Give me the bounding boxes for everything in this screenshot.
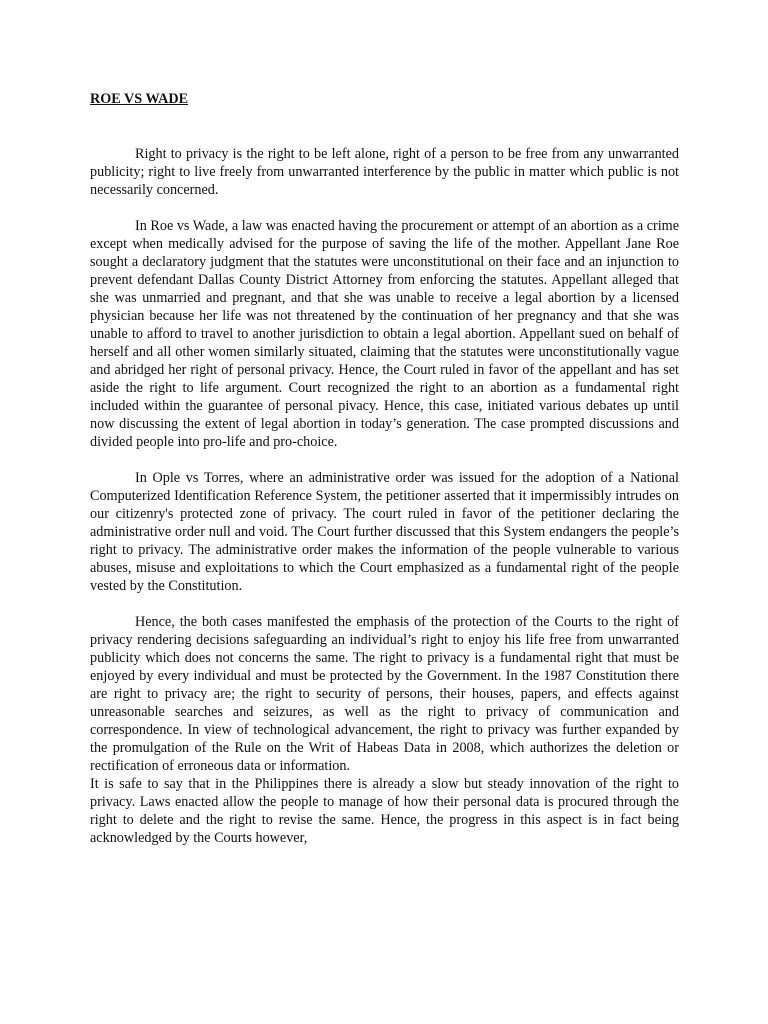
paragraph-philippines-progress: It is safe to say that in the Philippines there is already a slow but steady innovation of the right to privacy. Laws enacted allow the people to manage of how their personal data is procured through the right to delete and the right to revise the same. Hence, the progress in this aspect is in fact being acknowledged by the Courts however, (90, 776, 679, 846)
paragraph-both-cases: Hence, the both cases manifested the emphasis of the protection of the Courts to the right of privacy rendering decisions safeguarding an individual’s right to enjoy his life free from unwarranted publicity which does not concerns the same. The right to privacy is a fundamental right that must be enjoyed by every individual and must be protected by the Government. In the 1987 Constitution there are right to privacy are; the right to security of persons, their houses, papers, and effects against unreasonable searches and seizures, as well as the right to privacy of communication and correspondence. In view of technological advancement, the right to privacy was further expanded by the promulgation of the Rule on the Writ of Habeas Data in 2008, which authorizes the deletion or rectification of erroneous data or information. (90, 614, 679, 774)
document-page (90, 90, 679, 990)
document-title: ROE VS WADE (90, 91, 189, 107)
paragraph-privacy-definition: Right to privacy is the right to be left alone, right of a person to be free from any unwarranted publicity; right to live freely from unwarranted interference by the public in matter which public is not necessarily concerned. (90, 146, 679, 198)
paragraph-ople-vs-torres: In Ople vs Torres, where an administrative order was issued for the adoption of a National Computerized Identification Reference System, the petitioner asserted that it impermissibly intrudes on our citizenry's protected zone of privacy. The court ruled in favor of the petitioner declaring the administrative order null and void. The Court further discussed that this System endangers the people’s right to privacy. The administrative order makes the information of the people vulnerable to various abuses, misuse and exploitations to which the Court emphasized as a fundamental right of the people vested by the Constitution. (90, 470, 679, 594)
paragraph-roe-vs-wade: In Roe vs Wade, a law was enacted having the procurement or attempt of an abortion as a crime except when medically advised for the purpose of saving the life of the mother. Appellant Jane Roe sought a declaratory judgment that the statutes were unconstitutional on their face and an injunction to prevent defendant Dallas County District Attorney from enforcing the statutes. Appellant alleged that she was unmarried and pregnant, and that she was unable to receive a legal abortion by a licensed physician because her life was not threatened by the continuation of her pregnancy and that she was unable to afford to travel to another jurisdiction to obtain a legal abortion. Appellant sued on behalf of herself and all other women similarly situated, claiming that the statutes were unconstitutionally vague and abridged her right of personal privacy. Hence, the Court ruled in favor of the appellant and has set aside the right to life argument. Court recognized the right to an abortion as a fundamental right included within the guarantee of personal pivacy. Hence, this case, initiated various debates up until now discussing the extent of legal abortion in today’s generation. The case prompted discussions and divided people into pro-life and pro-choice. (90, 218, 679, 450)
